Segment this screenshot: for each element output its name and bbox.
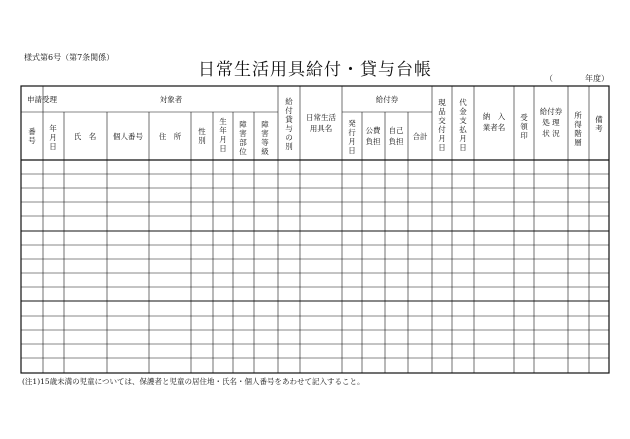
header-disability-part: 障害部位	[239, 120, 247, 156]
header-voucher-proc-3: 状 況	[542, 129, 560, 138]
header-issue-date: 発行月日	[348, 119, 356, 155]
header-number: 番号	[28, 127, 36, 145]
header-vendor-1: 納 入	[482, 112, 506, 121]
header-public-burden-1: 公費	[365, 126, 381, 135]
ledger-title: 日常生活用具給付・貸与台帳	[198, 60, 432, 80]
header-genpin: 現品交付月日	[438, 98, 446, 152]
header-application: 申請受理	[27, 95, 57, 104]
header-address: 住 所	[158, 132, 182, 141]
header-remarks: 備考	[595, 115, 603, 133]
header-daikin: 代金支払月日	[459, 98, 467, 152]
header-public-burden-2: 負担	[365, 137, 381, 146]
header-receipt: 受領印	[520, 113, 528, 140]
header-subject: 対象者	[159, 95, 183, 104]
header-voucher-proc-2: 処 理	[542, 118, 560, 127]
header-sex: 性別	[198, 127, 206, 145]
header-self-burden-2: 負担	[388, 137, 404, 146]
footnote: (注1)15歳未満の児童については、保護者と児童の居住地・氏名・個人番号をあわせて記入すること。	[22, 377, 365, 386]
header-date: 年月日	[49, 124, 57, 151]
header-income: 所得階層	[574, 111, 582, 147]
header-voucher-proc-1: 給付券	[539, 107, 563, 116]
form-number: 様式第6号（第7条関係）	[24, 53, 115, 62]
header-kyufu-taiyo: 給付貸与の別	[285, 97, 293, 151]
header-self-burden-1: 自己	[388, 126, 404, 135]
header-total: 合計	[412, 132, 428, 141]
header-yogu-name-2: 用具名	[309, 124, 333, 133]
header-kyufuken: 給付券	[375, 95, 399, 104]
header-name: 氏 名	[73, 132, 97, 141]
header-vendor-2: 業者名	[482, 123, 506, 132]
header-id-number: 個人番号	[113, 132, 143, 141]
header-birth: 生年月日	[219, 117, 227, 153]
fiscal-year-label: （ 年度）	[545, 74, 609, 83]
header-yogu-name-1: 日常生活	[306, 113, 336, 122]
header-disability-grade: 障害等級	[261, 120, 269, 156]
